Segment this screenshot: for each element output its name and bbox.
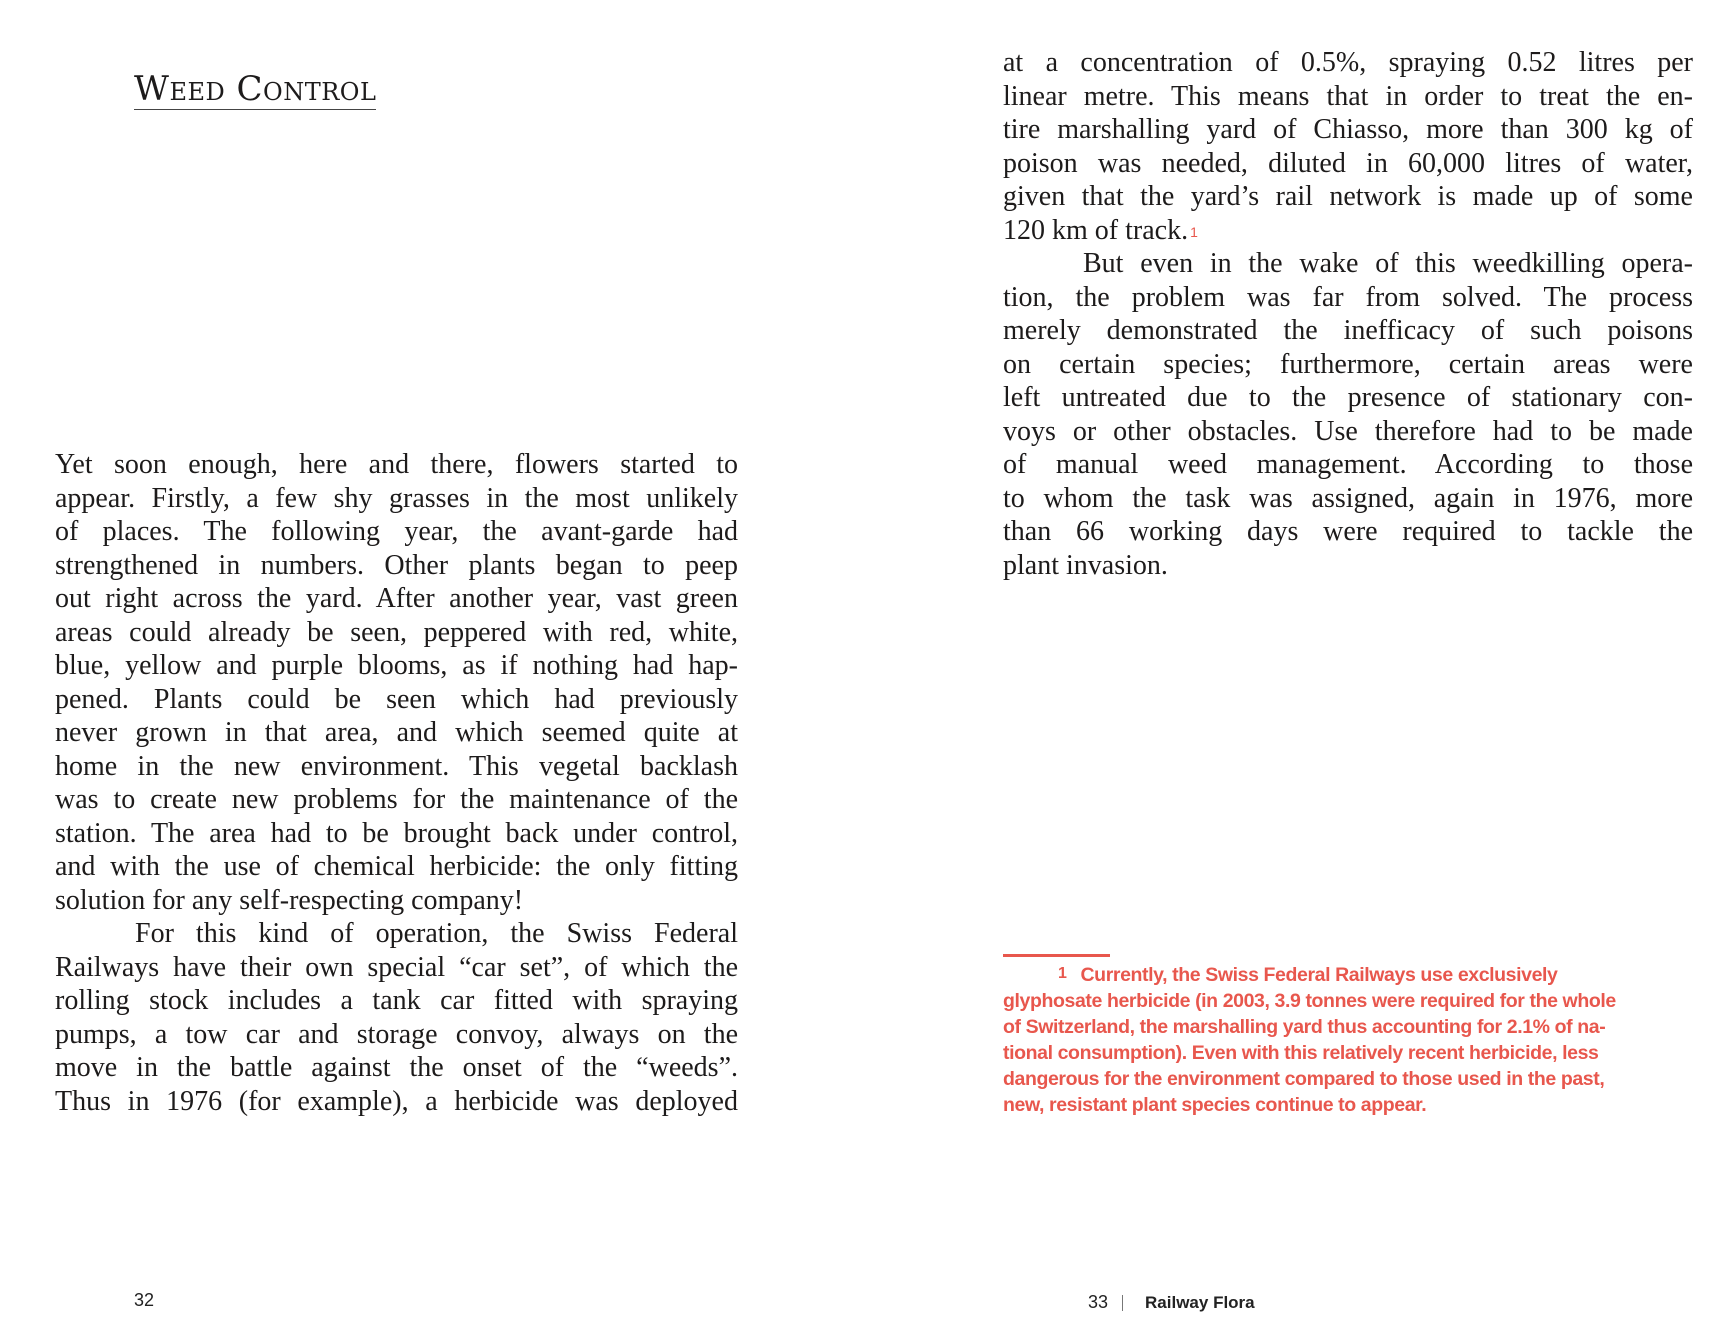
footnote-line: dangerous for the environment compared to those used in the past,: [1003, 1068, 1605, 1090]
text-line: voys or other obstacles. Use therefore had to be made: [1003, 415, 1693, 447]
text-line: linear metre. This means that in order to treat the en-: [1003, 80, 1693, 112]
text-line: than 66 working days were required to tackle the: [1003, 516, 1693, 547]
page-number-right: 33: [1088, 1292, 1109, 1312]
text-line: at a concentration of 0.5%, spraying 0.52 litres per: [1003, 47, 1693, 78]
chapter-heading: Weed Control: [134, 68, 377, 109]
text-line: appear. Firstly, a few shy grasses in the most unlikely: [55, 482, 738, 514]
text-line: plant invasion.: [1003, 549, 1168, 581]
running-footer: [1088, 1292, 1255, 1313]
footer-separator: [1122, 1295, 1123, 1311]
text-line: rolling stock includes a tank car fitted with spraying: [55, 985, 738, 1016]
footnote-line: new, resistant plant species continue to appear.: [1003, 1094, 1427, 1116]
footnote: [1003, 962, 1703, 1118]
text-line: pened. Plants could be seen which had previously: [55, 683, 738, 715]
left-body-text: [55, 448, 738, 1118]
text-line: solution for any self-respecting company!: [55, 884, 524, 916]
book-title: Railway Flora: [1145, 1292, 1255, 1312]
text-line: on certain species; furthermore, certain areas were: [1003, 348, 1693, 380]
text-line: merely demonstrated the inefficacy of such poisons: [1003, 315, 1693, 346]
text-line-with-footnote: [1003, 214, 1693, 248]
text-line: tion, the problem was far from solved. The process: [1003, 281, 1693, 313]
footnote-number: 1: [1058, 965, 1067, 982]
text-line: out right across the yard. After another year, vast green: [55, 583, 738, 614]
footnote-line: glyphosate herbicide (in 2003, 3.9 tonnes were required for the whole: [1003, 990, 1616, 1012]
text-line: Yet soon enough, here and there, flowers started to: [55, 449, 738, 480]
footnote-divider: [1003, 954, 1110, 957]
footnote-line: tional consumption). Even with this relatively recent herbicide, less: [1003, 1042, 1599, 1064]
text-segment: 120 km of track.: [1003, 214, 1189, 246]
text-line: strengthened in numbers. Other plants began to peep: [55, 549, 738, 581]
text-line: Railways have their own special “car set”, of which the: [55, 951, 738, 983]
text-line: Thus in 1976 (for example), a herbicide was deployed: [55, 1085, 738, 1117]
text-line: to whom the task was assigned, again in 1976, more: [1003, 482, 1693, 514]
text-line: of places. The following year, the avant-garde had: [55, 516, 738, 547]
text-line: and with the use of chemical herbicide: the only fitting: [55, 851, 738, 882]
text-line: of manual weed management. According to those: [1003, 449, 1693, 480]
text-line: was to create new problems for the maintenance of the: [55, 784, 738, 815]
footnote-line: [1003, 962, 1703, 988]
text-line: tire marshalling yard of Chiasso, more than 300 kg of: [1003, 114, 1693, 145]
text-line: never grown in that area, and which seemed quite at: [55, 717, 738, 748]
right-page: [866, 0, 1732, 1338]
text-line: pumps, a tow car and storage convoy, always on the: [55, 1018, 738, 1050]
paragraph-start-line: But even in the wake of this weedkilling opera-: [1083, 248, 1693, 279]
text-line: station. The area had to be brought back under control,: [55, 817, 738, 849]
text-line: poison was needed, diluted in 60,000 litres of water,: [1003, 147, 1693, 179]
footnote-line: of Switzerland, the marshalling yard thus accounting for 2.1% of na-: [1003, 1016, 1606, 1038]
right-body-text: [1003, 46, 1693, 582]
paragraph-start-line: For this kind of operation, the Swiss Federal: [135, 918, 738, 949]
text-line: move in the battle against the onset of the “weeds”.: [55, 1052, 738, 1083]
text-line: left untreated due to the presence of stationary con-: [1003, 382, 1693, 413]
footnote-reference[interactable]: 1: [1190, 223, 1198, 240]
text-line: home in the new environment. This vegetal backlash: [55, 750, 738, 782]
text-line: areas could already be seen, peppered with red, white,: [55, 616, 738, 648]
footnote-text: Currently, the Swiss Federal Railways use exclusively: [1080, 964, 1558, 986]
text-line: blue, yellow and purple blooms, as if nothing had hap-: [55, 650, 738, 681]
text-line: given that the yard’s rail network is made up of some: [1003, 181, 1693, 212]
page-number-left: 32: [134, 1290, 155, 1310]
